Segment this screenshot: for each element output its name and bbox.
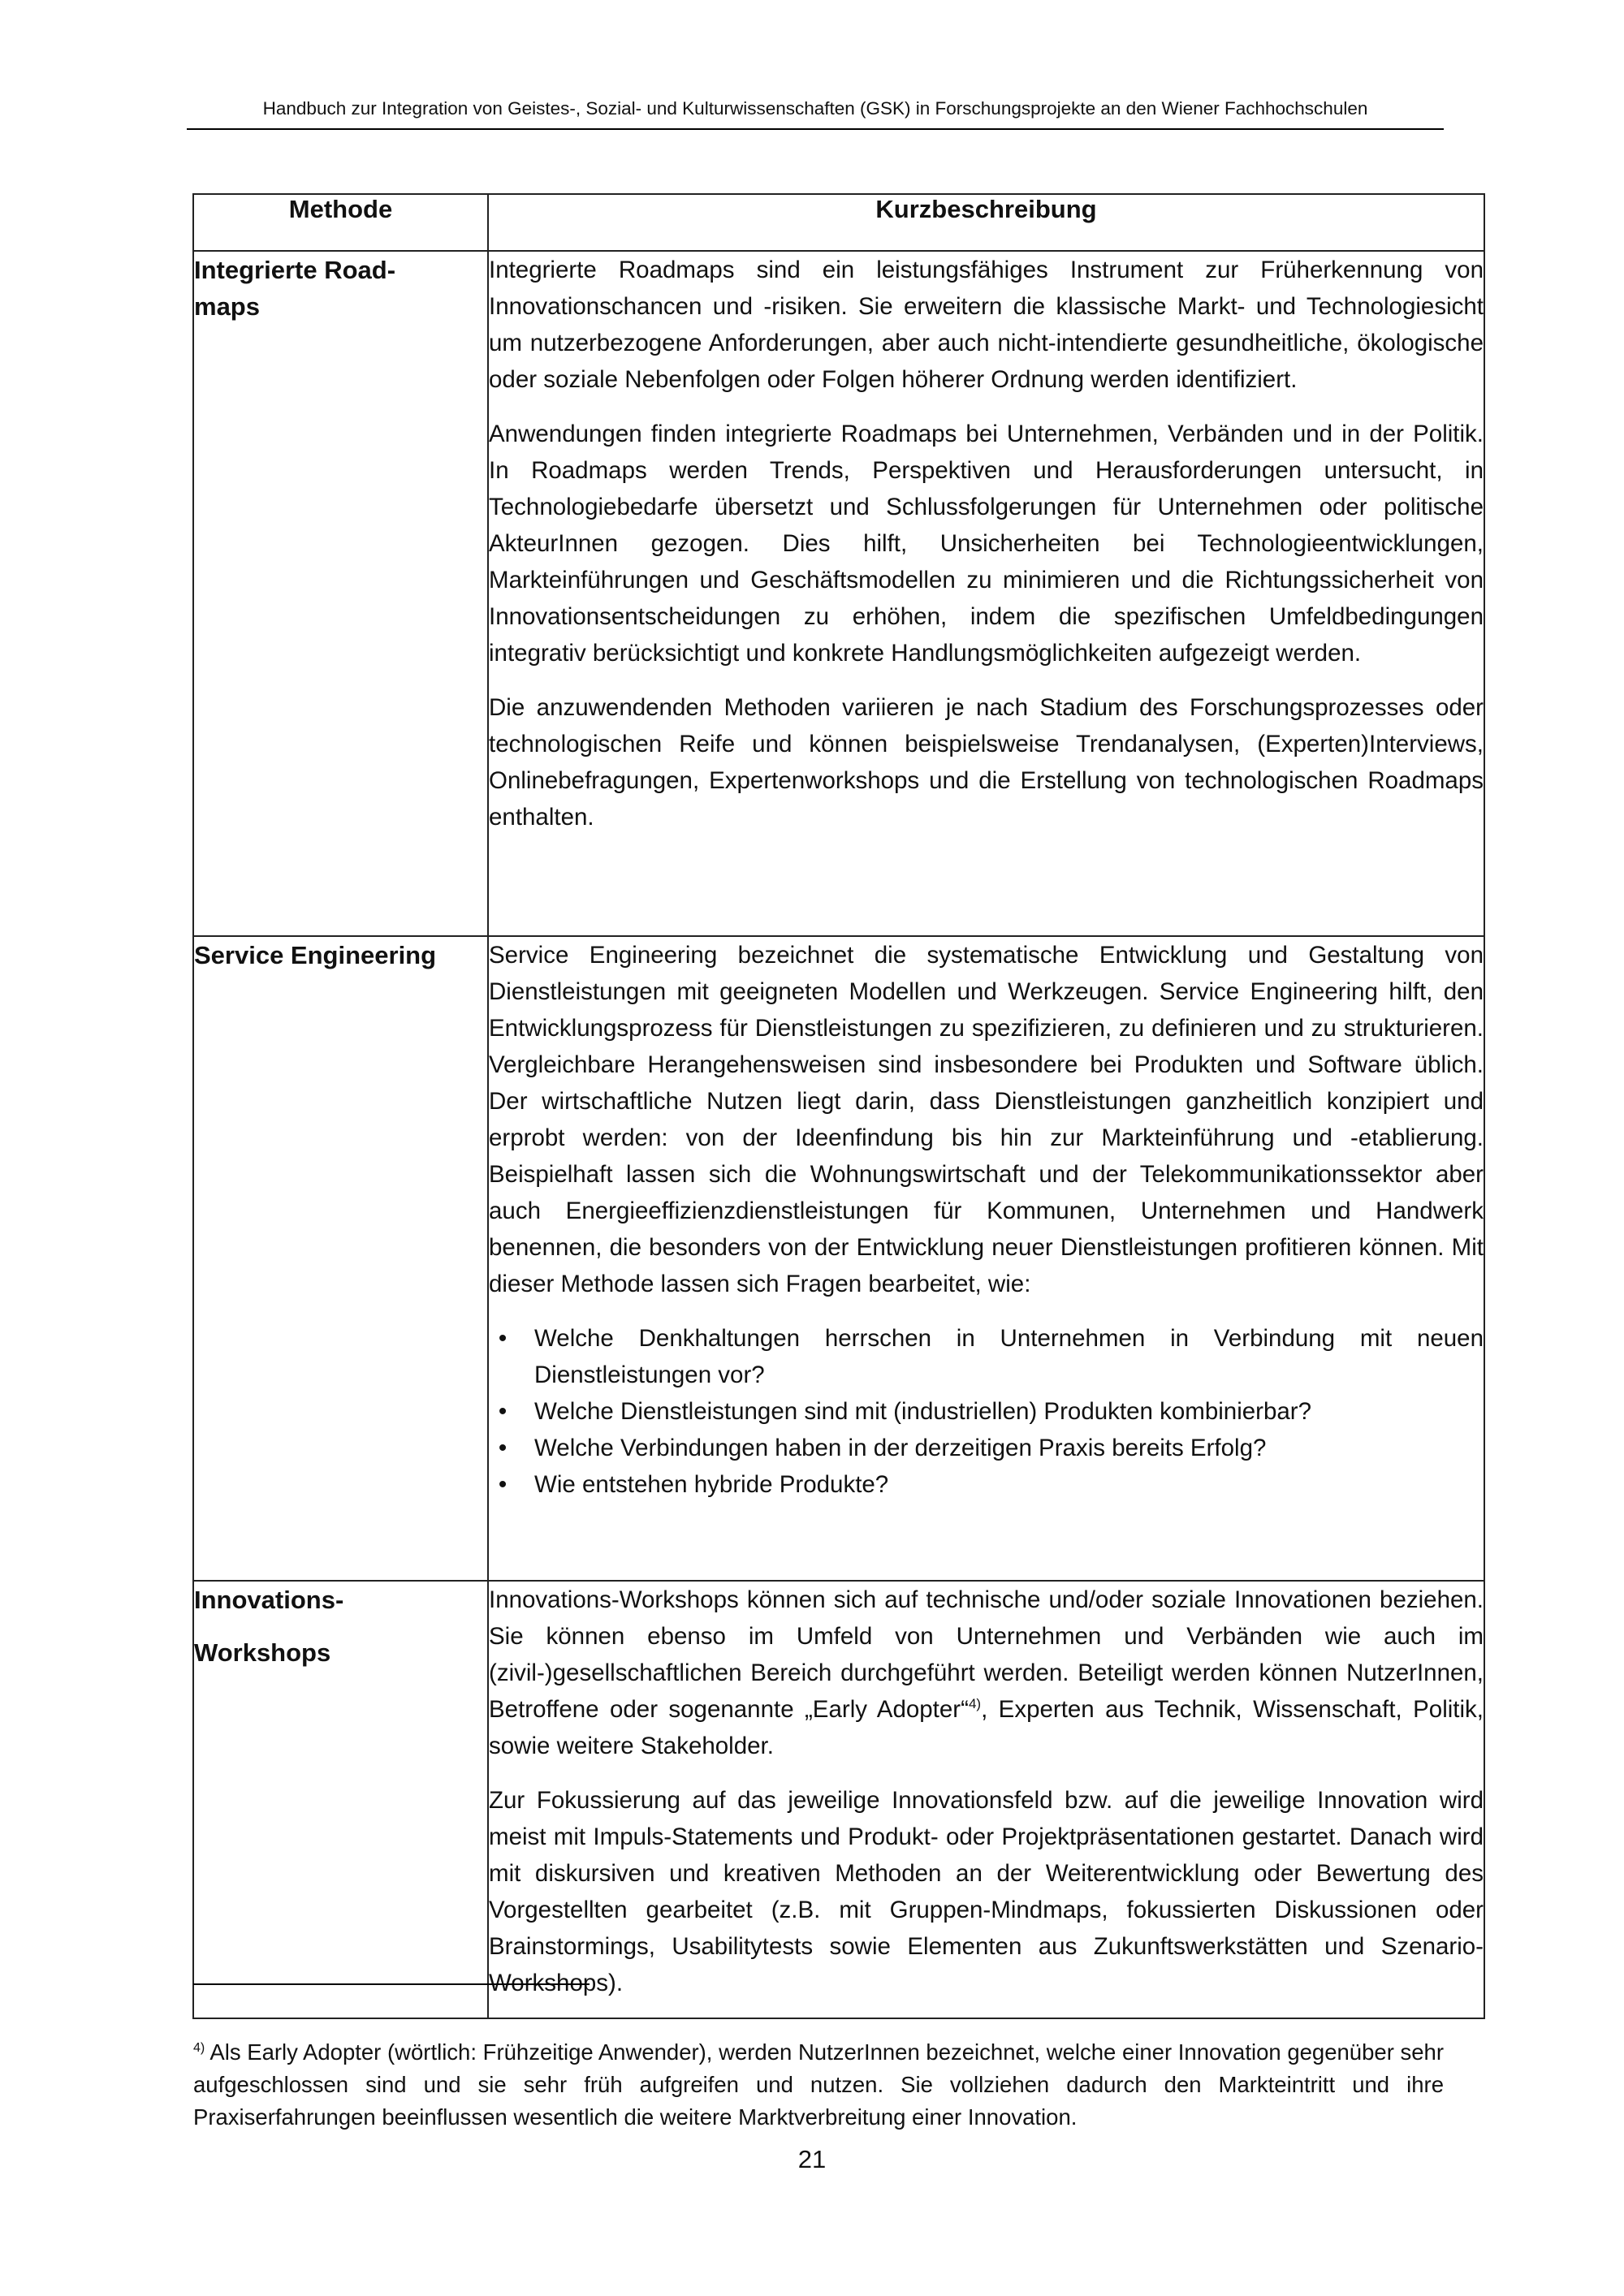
- table-row: [193, 251, 1484, 936]
- description-paragraph: Service Engineering bezeichnet die systematische Entwicklung und Gestaltung von Dienstleistungen mit geeigneten Modellen und Werkzeugen. Service Engineering hilft, den Entwicklungsprozess für Dienstleistungen zu spezifizieren, zu definieren und zu strukturieren. Vergleichbare Herangehensweisen sind insbesondere bei Produkten und Software üblich. Der wirtschaftliche Nutzen liegt darin, dass Dienstleistungen ganzheitlich konzipiert und erprobt werden: von der Ideenfindung bis hin zur Markteinführung und -etablierung. Beispielhaft lassen sich die Wohnungswirtschaft und der Telekommunikationssektor aber auch Energieeffizienzdienstleistungen für Kommunen, Unternehmen und Handwerk benennen, die besonders von der Entwicklung neuer Dienstleistungen profitieren können. Mit dieser Methode lassen sich Fragen bearbeitet, wie:: [489, 942, 1484, 1297]
- list-item: [489, 1430, 1484, 1466]
- description-paragraph: Anwendungen finden integrierte Roadmaps bei Unternehmen, Verbänden und in der Politik. In Roadmaps werden Trends, Perspektiven und Herausforderungen untersucht, in Technologiebedarfe übersetzt und Schlussfolgerungen für Unternehmen oder politische AkteurInnen gezogen. Dies hilft, Unsicherheiten bei Technologieentwicklungen, Markteinführungen und Geschäftsmodellen zu minimieren und die Richtungssicherheit von Innovationsentscheidungen zu erhöhen, indem die spezifischen Umfeldbedingungen integrativ berücksichtigt und konkrete Handlungsmöglichkeiten aufgezeigt werden.: [489, 421, 1484, 667]
- description-paragraph: [489, 1582, 1484, 1764]
- method-name-line: Workshops: [194, 1638, 331, 1667]
- list-item-text: Welche Dienstleistungen sind mit (industriellen) Produkten kombinierbar?: [534, 1398, 1312, 1425]
- footnote: [193, 2036, 1444, 2134]
- table-row: [193, 936, 1484, 1581]
- description-paragraph: Zur Fokussierung auf das jeweilige Innovationsfeld bzw. auf die jeweilige Innovation wird meist mit Impuls-Statements und Produkt- oder Projektpräsentationen gestartet. Danach wird mit diskursiven und kreativen Methoden an der Weiterentwicklung oder Bewertung des Vorgestellten gearbeitet (z.B. mit Gruppen-Mindmaps, fokussierten Diskussionen oder Brainstormings, Usabilitytests sowie Elementen aus Zukunftswerkstätten und Szenario-Workshops).: [489, 1787, 1484, 1996]
- method-name-cell: [193, 936, 488, 1581]
- method-name-line: Service Engineering: [194, 941, 437, 969]
- description-paragraph: Die anzuwendenden Methoden variieren je nach Stadium des Forschungsprozesses oder technologischen Reife und können beispielsweise Trendanalysen, (Experten)Interviews, Onlinebefragungen, Expertenworkshops und die Erstellung von technologischen Roadmaps enthalten.: [489, 694, 1484, 831]
- header-divider: [187, 128, 1444, 130]
- page-number: 21: [797, 2145, 827, 2173]
- method-table: [192, 193, 1485, 2019]
- footnote-marker: 4): [193, 2040, 205, 2055]
- paragraph-text: Innovations-Workshops können sich auf technische und/oder soziale Innovationen beziehen. Sie können ebenso im Umfeld von Unternehmen und Verbänden wie auch im (zivil-)gesellschaftlichen Bereich durchgeführt werden. Beteiligt werden können NutzerInnen, Betroffene oder sogenannte „Early Adopter“: [489, 1586, 1484, 1723]
- list-item-text: Welche Verbindungen haben in der derzeitigen Praxis bereits Erfolg?: [534, 1435, 1267, 1461]
- column-header-description: Kurzbeschreibung: [488, 194, 1484, 251]
- list-item: [489, 1320, 1484, 1393]
- bullet-icon: •: [498, 1435, 508, 1461]
- table-header-row: [193, 194, 1484, 251]
- list-item: [489, 1393, 1484, 1430]
- list-item: [489, 1466, 1484, 1503]
- description-cell: [488, 1581, 1484, 2018]
- description-paragraph: Integrierte Roadmaps sind ein leistungsfähiges Instrument zur Früherkennung von Innovationschancen und -risiken. Sie erweitern die klassische Markt- und Technologiesicht um nutzerbezogene Anforderungen, aber auch nicht-intendierte gesundheitliche, ökologische oder soziale Nebenfolgen oder Folgen höherer Ordnung werden identifiziert.: [489, 257, 1484, 393]
- paragraph-text: , Experten aus Technik, Wissenschaft, Politik, sowie weitere Stakeholder.: [489, 1696, 1484, 1759]
- method-name-line: Innovations-: [194, 1586, 344, 1614]
- bullet-icon: •: [498, 1325, 508, 1352]
- table-row: [193, 1581, 1484, 2018]
- column-header-method: Methode: [193, 194, 488, 251]
- question-list: [489, 1320, 1484, 1503]
- method-name-line: maps: [194, 292, 260, 321]
- method-name-cell: [193, 1581, 488, 2018]
- description-cell: [488, 936, 1484, 1581]
- footnote-divider: [193, 1983, 590, 1985]
- list-item-text: Wie entstehen hybride Produkte?: [534, 1471, 889, 1498]
- footnote-text: Als Early Adopter (wörtlich: Frühzeitige Anwender), werden NutzerInnen bezeichnet, welche einer Innovation gegenüber sehr aufgeschlossen sind und sie sehr früh aufgreifen und nutzen. Sie vollziehen dadurch den Markteintritt und ihre Praxiserfahrungen beeinflussen wesentlich die weitere Marktverbreitung einer Innovation.: [193, 2039, 1444, 2130]
- method-name-line: Integrierte Road-: [194, 256, 396, 284]
- bullet-icon: •: [498, 1471, 508, 1498]
- list-item-text: Welche Denkhaltungen herrschen in Unternehmen in Verbindung mit neuen Dienstleistungen vor?: [534, 1325, 1484, 1388]
- bullet-icon: •: [498, 1398, 508, 1425]
- method-name-cell: [193, 251, 488, 936]
- description-cell: [488, 251, 1484, 936]
- footnote-reference[interactable]: 4): [968, 1696, 982, 1712]
- running-header: Handbuch zur Integration von Geistes-, Sozial- und Kulturwissenschaften (GSK) in Forschungsprojekte an den Wiener Fachhochschulen: [262, 98, 1368, 119]
